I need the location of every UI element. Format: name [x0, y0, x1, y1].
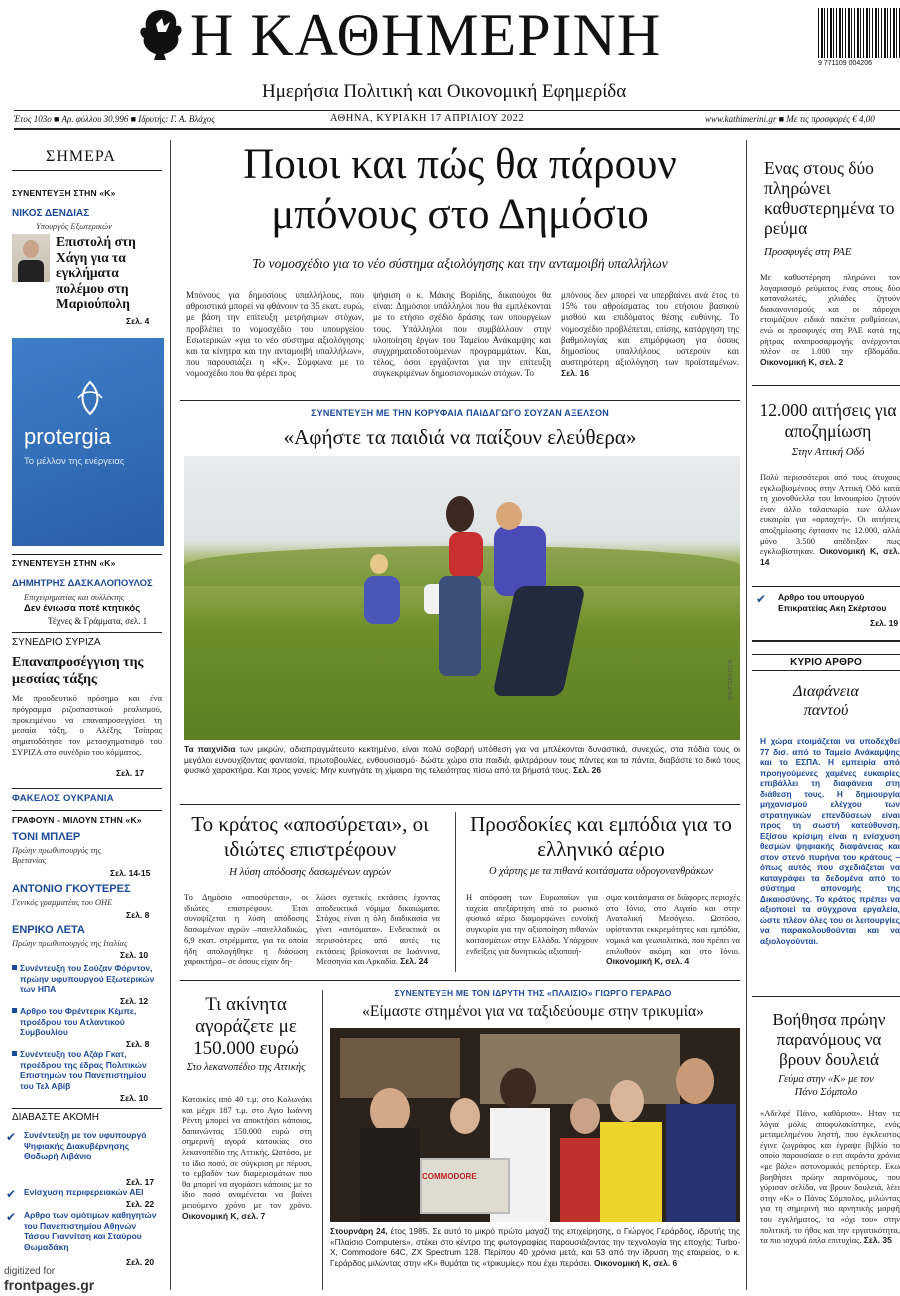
electricity-text-body: Με καθυστέρηση πληρώνει τον λογαριασμό ρεύματος ένας στους δύο καταναλωτές, χιλιάδες ζητούν διακανονισμούς και οι πάροχοι ετοιμάζουν ειδικά πακέτα ρυθμίσεων, ενώ οι προσφυγές στη ΡΑΕ κατά της ρήτρας αναπροσαρμογής ανέρχονται πλέον σε 1.000 την εβδομάδα. — [760, 272, 900, 357]
blair-name: ΤΟΝΙ ΜΠΛΕΡ — [12, 831, 81, 843]
skertsos-text: Αρθρο του υπουργού Επικρατείας Ακη Σκέρτσου — [778, 592, 887, 613]
electricity-text — [760, 272, 900, 367]
plaisio-headline: «Είμαστε στημένοι για να ταξιδεύουμε στην τρικυμία» — [362, 1003, 704, 1020]
masthead — [0, 0, 900, 110]
more1-ref: Σελ. 17 — [126, 1177, 155, 1187]
ukraine-sub: ΓΡΑΦΟΥΝ - ΜΙΛΟΥΝ ΣΤΗΝ «Κ» — [12, 815, 142, 825]
dendias-ref: Σελ. 4 — [126, 316, 150, 326]
square-bullet-icon — [12, 1008, 17, 1013]
gas-headline: Προσδοκίες και εμπόδια για το ελληνικό αέριο — [470, 812, 732, 861]
daskalopoulos-role: Επιχειρηματίας και συλλέκτης — [24, 592, 125, 602]
protergia-slogan: Το μέλλον της ενέργειας — [24, 456, 125, 467]
lead-deck: Το νομοσχέδιο για το νέο σύστημα αξιολόγησης και την ανταμοιβή υπαλλήλων — [252, 256, 668, 271]
more3-ref: Σελ. 20 — [126, 1257, 155, 1267]
interview2-kicker: ΣΥΝΕΝΤΕΥΞΗ ΣΤΗΝ «Κ» — [12, 558, 116, 568]
plaisio-ref: Οικονομική Κ, σελ. 6 — [593, 1257, 678, 1268]
daskalopoulos-name: ΔΗΜΗΤΡΗΣ ΔΑΣΚΑΛΟΠΟΥΛΟΣ — [12, 578, 153, 589]
caption-lead: Στουρνάρη 24, — [330, 1226, 388, 1236]
homes-text-body: Κατοικίες από 40 τ.μ. στο Κολωνάκι και μέχρι 187 τ.μ. στο Αγιο Ιωάννη Ρέντη μπορεί να αποκτήσει κάποιος, δαπανώντας 150.000 ευρώ στη σημερινή αγορά κατοικίας στο λεκανοπέδιο της Αττικής. Ωστόσο, με το ίδιο ποσό, σε σύγκριση με πέρυσι, το εμβαδόν των διαμερισμάτων που θα μπορεί να αγοράσει κάποιος με το ίδιο ποσό αναμένεται να βαίνει μειούμενο χρόνο με τον χρόνο. — [182, 1094, 312, 1210]
issue-info: Έτος 103ο ■ Αρ. φύλλου 30.996 ■ Ιδρυτής: Γ. Α. Βλάχος — [14, 114, 215, 124]
sompolos-deck: Γεύμα στην «Κ» με τον Πάνο Σόμπολο — [778, 1074, 874, 1098]
homes-headline: Τι ακίνητα αγοράζετε με 150.000 ευρώ — [193, 994, 299, 1059]
syriza-headline[interactable]: Επαναπροσέγγιση της μεσαίας τάξης — [12, 655, 144, 687]
homes-text — [182, 1094, 312, 1221]
sompolos-text-body: «Αδελφέ Πάνο, καθάρισα». Ηταν τα λόγια μόλις αποφυλακίστηκε, ενός μεταμελημένου ληστή, που έγκλειστος έγινε ζωγράφος και έγραψε βιβλίο το οποίο παρουσίασε ο ειπ σαράντα χρόνια «με βάλε» αστυνομικός ρεπόρτερ. Εκω βοηθήσει πρώην παρανόμους, που γύρισαν σελίδα, να βρουν δουλειά, λέει στην «Κ» ο Πάνος Σόμπολος, μιλώντας για τη σημερινή πιο αρνητικής μορφή του εγκλήματος, τα «όχι του» στην πολιτική, το ήθος και την εργατικότητα, τα πιο ισχυρά όπλα επιτυχίας. — [760, 1108, 900, 1246]
more2-ref: Σελ. 22 — [126, 1199, 155, 1209]
editorial-headline: Διαφάνεια παντού — [793, 683, 859, 719]
attiki-headline: 12.000 αιτήσεις για αποζημίωση — [759, 400, 897, 441]
letta-ref: Σελ. 10 — [120, 950, 149, 960]
griffin-logo — [136, 6, 186, 62]
protergia-logo-icon — [70, 378, 110, 418]
homes-deck: Στο λεκανοπέδιο της Αττικής — [186, 1062, 306, 1073]
electricity-ref: Οικονομική Κ, σελ. 2 — [760, 356, 844, 367]
sompolos-ref: Σελ. 35 — [863, 1235, 892, 1246]
dendias-headline[interactable]: Επιστολή στη Χάγη για τα εγκλήματα πολέμου στη Μαριούπολη — [56, 234, 136, 311]
bullet-text: Συνέντευξη του Σούζαν Φόρντον, πρώην υφυπουργού Εξωτερικών των ΗΠΑ — [20, 963, 155, 994]
more-item[interactable] — [6, 1130, 162, 1162]
protergia-ad[interactable] — [12, 338, 164, 546]
gas-col-1: Η απόφαση των Ευρωπαίων για ταχεία απεξάρτηση από το ρωσικό φυσικό αέριο διαμορφώνει ευνοϊκή συγκυρία για την αξιοποίηση πιθανών κοιτασμάτων στην Ελλάδα. Υπάρχουν ενδείξεις για δυνητικώς αξιοποιή- — [466, 892, 598, 956]
caption-ref: Σελ. 26 — [573, 765, 602, 776]
bullet3-ref: Σελ. 10 — [120, 1093, 149, 1103]
bullet-text: Συνέντευξη του Αζάρ Γκατ, προέδρου της έδρας Πολιτικών Επιστημών του Πανεπιστημίου του Τελ Αβίβ — [20, 1049, 147, 1091]
more-text: Ενίσχυση περιφερειακών ΑΕΙ — [24, 1187, 144, 1197]
lead-headline: Ποιοι και πώς θα πάρουν μπόνους στο Δημόσιο — [243, 141, 677, 238]
daskalopoulos-headline[interactable]: Δεν ένιωσα ποτέ κτητικός — [24, 603, 141, 614]
forest-headline: Το κράτος «αποσύρεται», οι ιδιώτες επιστρέφουν — [191, 812, 429, 861]
more-text: Αρθρο των ομότιμων καθηγητών του Πανεπιστημίου Αθηνών Τάσου Γιαννίτση και Σταύρου Θωμαδάκη — [24, 1210, 157, 1252]
editorial-kicker: ΚΥΡΙΟ ΑΡΘΡΟ — [752, 654, 900, 671]
more-item[interactable] — [6, 1187, 162, 1201]
caption-text: έτος 1985. Σε αυτό το μικρό πρώτο μαγαζί της επιχείρησης, ο Γιώργος Γεράρδος, ιδρυτής της «Πλαίσιο Computers», στέκει στο κέντρο της φωτογραφίας παρουσιάζοντας την τεχνολογία της εποχής: Turbo-X, Commodore 64C, ZX Spectrum 128. Περίπου 40 χρόνια μετά, και 53 από την ίδρυση της εταιρείας, ο κ. Γεράρδος μιλώντας στην «Κ» θυμάται τις «τρικυμίες» που έχει περάσει. — [330, 1226, 741, 1268]
lead-col-1: Μπόνους για δημοσίους υπαλλήλους, που αθροιστικά μπορεί να φθάνουν τα 35 εκατ. ευρώ, με βάση την επίτευξη μετρήσιμων στόχων, προβλέπει το νομοσχέδιο του υπουργείου Εσωτερικών «για το νέο σύστημα αξιολόγησης και τα κίνητρα και την ανταμοιβή υπαλλήλων», που παρουσιάζει η «Κ». Σύμφωνα με το νομοσχέδιο που θα φέρει προς — [186, 290, 364, 379]
editorial-text: Η χώρα ετοιμάζεται να υποδεχθεί 77 δισ. από το Ταμείο Ανάκαμψης και το ΕΣΠΑ. Η εμπειρία από προηγούμενες χαμένες ευκαιρίες επιβάλλει τη διαφάνεια στη διάθεση τους. Η δημιουργία μηχανισμού ελέγχου των στρατηγικών επενδύσεων είναι προς τη σωστή κατεύθυνση. Εξίσου κρίσιμη είναι η ενίσχυση θεσμών ψηφιακής διαφάνειας και στον στενό πυρήνα του κράτους – όπως αυτός που σχεδιάζεται να καταγράφει τα δεδομένα από το σύστημα απονομής της Δικαιοσύνης. Το κράτος πρέπει να αξιοποιεί τα σύγχρονα εργαλεία, ώστε πλέον όλες του οι λειτουργίες να παρακολουθούνται και να αξιολογούνται. — [760, 736, 900, 946]
lead-col-3 — [561, 290, 739, 380]
blair-ref: Σελ. 14-15 — [110, 868, 151, 878]
site-price: www.kathimerini.gr ■ Με τις προσφορές € 4,00 — [705, 114, 875, 124]
interview-headline: «Αφήστε τα παιδιά να παίξουν ελεύθερα» — [283, 425, 637, 449]
sompolos-headline: Βοήθησα πρώην παρανόμους να βρουν δουλειά — [772, 1010, 886, 1069]
guterres-role: Γενικός γραμματέας του ΟΗΕ — [12, 897, 113, 907]
attiki-text — [760, 472, 900, 567]
bullet-text: Αρθρο του Φρέντερικ Κέμπε, προέδρου του Ατλαντικού Συμβουλίου — [20, 1006, 137, 1037]
bullet-item[interactable] — [12, 1049, 162, 1091]
caption-lead: Τα παιχνίδια — [184, 744, 236, 754]
more-kicker: ΔΙΑΒΑΣΤΕ ΑΚΟΜΗ — [12, 1112, 100, 1123]
plaisio-caption — [330, 1226, 740, 1268]
check-icon: ✔ — [756, 592, 767, 606]
forest-ref: Σελ. 24 — [400, 956, 429, 967]
gas-ref: Οικονομική Κ, σελ. 4 — [606, 956, 690, 967]
bullet-item[interactable] — [12, 1006, 162, 1038]
dendias-photo — [12, 234, 50, 282]
forest-col-2 — [316, 892, 440, 967]
square-bullet-icon — [12, 1051, 17, 1056]
more-item[interactable] — [6, 1210, 162, 1252]
dendias-name: ΝΙΚΟΣ ΔΕΝΔΙΑΣ — [12, 208, 90, 219]
bullet1-ref: Σελ. 12 — [120, 996, 149, 1006]
attiki-ref: Οικονομική Κ, σελ. 14 — [760, 546, 900, 567]
letta-name: ΕΝΡΙΚΟ ΛΕΤΑ — [12, 924, 85, 936]
interview-kicker: ΣΥΝΕΝΤΕΥΞΗ ΣΤΗΝ «Κ» — [12, 188, 116, 198]
lead-col-2: ψήφιση ο κ. Μάκης Βορίδης, δικαιούχοι θα είναι: Δημόσιοι υπάλληλοι που θα εμπλέκονται με το ετήσιο σχέδιο δράσης των υπουργείων τους. Υπάλληλοι που συμβάλλουν στην υλοποίηση έργων του Ταμείου Ανάκαμψης και συγχρηματοδοτούμενων προγραμμάτων. Και, τέλος, όσοι εργάζονται για την επίτευξη συγκεκριμένων δημοσιονομικών στόχων. Το — [373, 290, 551, 379]
digitized-label: digitized for — [4, 1266, 56, 1277]
syriza-ref: Σελ. 17 — [116, 768, 145, 778]
homes-ref: Οικονομική Κ, σελ. 7 — [182, 1210, 266, 1221]
interview-kicker: ΣΥΝΕΝΤΕΥΞΗ ΜΕ ΤΗΝ ΚΟΡΥΦΑΙΑ ΠΑΙΔΑΓΩΓΟ ΣΟΥΖΑΝ ΑΞΕΛΣΟΝ — [311, 408, 609, 418]
gas-col-2 — [606, 892, 740, 967]
skertsos-ref: Σελ. 19 — [870, 618, 899, 628]
caption-text: των μικρών, αδιαπραγμάτευτο κεκτημένο, είναι πολύ σοβαρή υπόθεση για να μπλέκονται δυναστικά, συνεχώς, στα πόδια τους οι μεγάλοι ευνουχίζοντας φαντασία, πρωτοβουλίες, ενθουσιασμό· δώστε χώρο στα παιδιά, φιλτράρουν τους πάντες και τα πάντα, διαβάστε το δικό τους φυσικό χαρακτήρα. Και προς γονείς: Μην κυνηγάτε τη χίμαιρα της τελειότητας πίσω από τα βήματά τους. — [184, 744, 741, 776]
square-bullet-icon — [12, 965, 17, 970]
newspaper-subtitle: Ημερήσια Πολιτική και Οικονομική Εφημερίδα — [262, 81, 627, 102]
forest-deck: Η λύση απόδοσης δασωμένων αγρών — [229, 866, 391, 878]
attiki-text-body: Πολύ περισσότεροι από τους άτυχους εγκλωβισμένους στην Αττική Οδό κατά τη χιονοθύελλα του Ιανουαρίου ζητούν έναν άλλο ταλαιπωρία των άλλων ευκαιρία για «αρπαχτή». Οι αιτήσεις αποζημίωσης έφτασαν τις 12.000, αλλά μόνο 3.500 απέδειξαν πως εγκλωβίστηκαν. — [760, 472, 900, 557]
forest-col-1: Το Δημόσιο «αποσύρεται», οι ιδιώτες επιστρέφουν. Έτσι συνοψίζεται η λύση απόδοσης δασωμένων αγρών –πανελλαδικώς, 6,9 εκατ. στρέμματα, για τα οποία ήδη απολογήθηκε η διάσωση χαρακτήρα– σε όσους είχαν δη- — [184, 892, 308, 967]
guterres-name: ΑΝΤΟΝΙΟ ΓΚΟΥΤΕΡΕΣ — [12, 883, 131, 895]
syriza-kicker: ΣΥΝΕΔΡΙΟ ΣΥΡΙΖΑ — [12, 637, 101, 648]
daskalopoulos-ref: Τέχνες & Γράμματα, σελ. 1 — [48, 616, 148, 626]
syriza-text: Με προοδευτικό πρόσημο και ένα πρόγραμμα ριζοσπαστικού ρεαλισμού, προκειμένου να επαναπροσεγγίσει τη μεσαία τάξη, ο Αλέξης Τσίπρας σηματοδότησε τον μετασχηματισμό του ΣΥΡΙΖΑ στο συνέδριο του κόμματος. — [12, 693, 162, 757]
gas-col-2-text: σιμα κοιτάσματα σε διάφορες περιοχές στο Ιόνιο, στο Αιγαίο και στην Ανατολική Μεσόγειο. Ωστόσο, υφίστανται εκκρεμότητες και εμπόδια, νομικά και γεωπολιτικά, που πρέπει να επιλυθούν ακόμη και στο Ιόνιο. — [606, 892, 740, 956]
skertsos-item[interactable] — [756, 592, 900, 613]
sompolos-text — [760, 1108, 900, 1246]
photo-credit: SHUTTERSTOCK — [728, 659, 734, 700]
barcode-number: 9 771109 004206 — [818, 60, 872, 67]
check-icon: ✔ — [6, 1210, 17, 1224]
letta-role: Πρώην πρωθυπουργός της Ιταλίας — [12, 938, 128, 948]
dendias-role: Υπουργός Εξωτερικών — [36, 221, 112, 231]
plaisio-kicker: ΣΥΝΕΝΤΕΥΞΗ ΜΕ ΤΟΝ ΙΔΡΥΤΗ ΤΗΣ «ΠΛΑΙΣΙΟ» ΓΙΩΡΓΟ ΓΕΡΑΡΔΟ — [394, 988, 672, 998]
commodore-box: COMMODORE — [422, 1172, 477, 1181]
children-playing-photo — [184, 456, 740, 740]
protergia-brand: protergia — [24, 424, 111, 449]
today-label: ΣΗΜΕΡΑ — [46, 148, 116, 165]
electricity-headline: Ενας στους δύο πληρώνει καθυστερημένα το ρεύμα — [764, 158, 895, 238]
electricity-deck: Προσφυγές στη ΡΑΕ — [764, 246, 852, 258]
interview-caption — [184, 744, 740, 776]
lead-ref: Σελ. 16 — [561, 368, 590, 379]
check-icon: ✔ — [6, 1187, 17, 1201]
ukraine-kicker: ΦΑΚΕΛΟΣ ΟΥΚΡΑΝΙΑ — [12, 793, 114, 804]
guterres-ref: Σελ. 8 — [126, 910, 150, 920]
more-text: Συνέντευξη με τον υφυπουργό Ψηφιακής Διακυβέρνησης Θοδωρή Λιβάνιο — [24, 1130, 147, 1161]
barcode — [818, 8, 900, 58]
check-icon: ✔ — [6, 1130, 17, 1144]
gas-deck: Ο χάρτης με τα πιθανά κοιτάσματα υδρογονανθράκων — [489, 866, 713, 877]
attiki-deck: Στην Αττική Οδό — [791, 446, 865, 458]
newspaper-title: Η ΚΑΘΗΜΕΡΙΝΗ — [190, 2, 662, 68]
lead-col-3-text: μπόνους δεν μπορεί να υπερβαίνει ανά έτος το 15% του αθροίσματος του ετήσιου βασικού μισθού και επιδόματος θέσης ευθύνης. Το νομοσχέδιο προβλέπεται, επίσης, κατάργηση της βαθμολογίας και επιμόρφωση για όσους δημοσίους υπαλλήλους υστερούν και αυστηρότερη αξιολόγηση των προϊσταμένων. — [561, 290, 739, 368]
dateline: ΑΘΗΝΑ, ΚΥΡΙΑΚΗ 17 ΑΠΡΙΛΙΟΥ 2022 — [330, 113, 525, 124]
bullet2-ref: Σελ. 8 — [126, 1039, 150, 1049]
blair-role: Πρώην πρωθυπουργός της Βρετανίας — [12, 845, 102, 865]
bullet-item[interactable] — [12, 963, 162, 995]
plaisio-1985-photo — [330, 1028, 740, 1222]
frontpages-link[interactable]: frontpages.gr — [4, 1277, 95, 1293]
forest-col-2-text: λώσει σχετικές εκτάσεις έχοντας αποδεικτικά νόμιμα δικαιώματα. Στόχος είναι η όλη διαδικασία να γίνει «αυτόματα». Ενδεικτικά οι περισσότερες από αυτές τις εκτάσεις βρίσκονται σε Ιωάννινα, Μεσσηνία και Αρκαδία. — [316, 892, 440, 967]
